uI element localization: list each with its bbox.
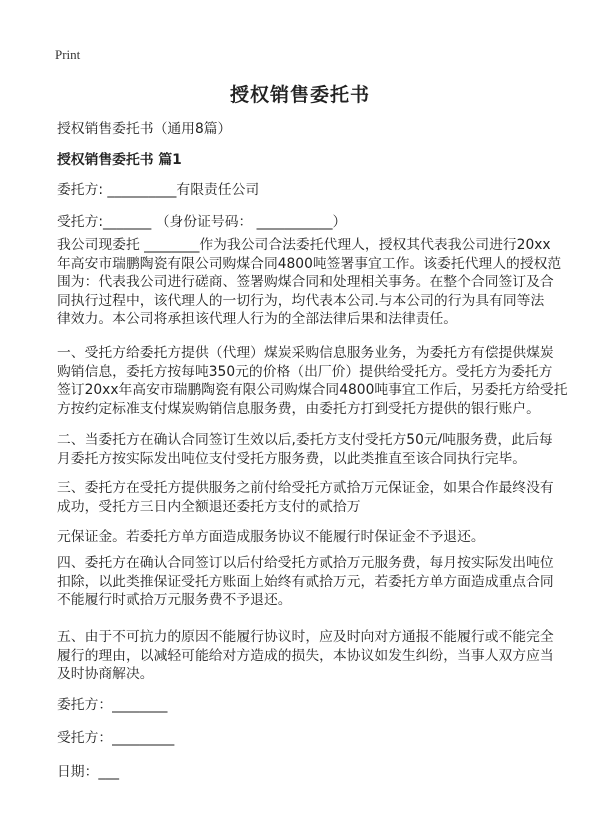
- paragraph-clause-1: [57, 344, 567, 418]
- text-line: 购销信息，委托方按每吨350元的价格（出厂价）提供给受托方。受托方为委托方: [57, 363, 553, 380]
- paragraph-clause-4: [57, 554, 567, 610]
- text-line: 及时协商解决。: [57, 666, 154, 682]
- client-line: 委托方: __________有限责任公司: [57, 182, 260, 198]
- text-line: 履行的理由，以减轻可能给对方造成的损失，本协议如发生纠纷，当事人双方应当: [57, 647, 554, 664]
- text-line: 签订20xx年高安市瑞鹏陶瓷有限公司购煤合同4800吨事宜工作后，另委托方给受托: [57, 382, 568, 398]
- text-line: 围为：代表我公司进行磋商、签署购煤合同和处理相关事务。在整个合同签订及合: [57, 274, 554, 290]
- text-line: 我公司现委托 ________作为我公司合法委托代理人，授权其代表我公司进行20xx: [57, 237, 551, 253]
- agent-signature: 受托方：_________: [57, 730, 175, 746]
- text-line: 四、委托方在确认合同签订以后付给受托方贰拾万元服务费，每月按实际发出吨位: [57, 555, 554, 571]
- document-title: 授权销售委托书: [229, 84, 370, 106]
- paragraph-clause-3-cont: [57, 528, 567, 547]
- text-line: 同执行过程中，该代理人的一切行为，均代表本公司.与本公司的行为具有同等法: [57, 292, 545, 309]
- text-line: 一、受托方给委托方提供（代理）煤炭采购信息服务业务，为委托方有偿提供煤炭: [57, 345, 554, 361]
- text-line: 元保证金。若委托方单方面造成服务协议不能履行时保证金不予退还。: [57, 529, 485, 545]
- text-line: 扣除，以此类推保证受托方账面上始终有贰拾万元，若委托方单方面造成重点合同: [57, 573, 554, 590]
- paragraph-clause-5: [57, 628, 567, 684]
- text-line: 不能履行时贰拾万元服务费不予退还。: [57, 592, 292, 608]
- date-field: 日期：___: [57, 764, 120, 780]
- text-line: 三、委托方在受托方提供服务之前付给受托方贰拾万元保证金，如果合作最终没有: [57, 480, 554, 496]
- paragraph-clause-3: [57, 479, 567, 516]
- text-line: 五、由于不可抗力的原因不能履行协议时，应及时向对方通报不能履行或不能完全: [57, 629, 554, 645]
- client-signature: 委托方：________: [57, 697, 168, 713]
- section-heading: 授权销售委托书 篇1: [57, 152, 182, 168]
- text-line: 年高安市瑞鹏陶瓷有限公司购煤合同4800吨签署事宜工作。该委托代理人的授权范: [57, 255, 562, 272]
- agent-line: 受托方:_______ （身份证号码： ___________）: [57, 214, 347, 230]
- paragraph-authorization: [57, 236, 567, 329]
- text-line: 二、当委托方在确认合同签订生效以后,委托方支付受托方50元/吨服务费，此后每: [57, 432, 553, 448]
- text-line: 月委托方按实际发出吨位支付受托方服务费，以此类推直至该合同执行完毕。: [57, 450, 527, 467]
- document-subtitle: 授权销售委托书（通用8篇）: [57, 121, 232, 137]
- text-line: 方按约定标准支付煤炭购销信息服务费，由委托方打到受托方提供的银行账户。: [57, 400, 540, 417]
- paragraph-clause-2: [57, 431, 567, 468]
- print-link[interactable]: Print: [55, 47, 81, 62]
- text-line: 律效力。本公司将承担该代理人行为的全部法律后果和法律责任。: [57, 311, 458, 327]
- text-line: 成功，受托方三日内全额退还委托方支付的贰拾万: [57, 498, 361, 515]
